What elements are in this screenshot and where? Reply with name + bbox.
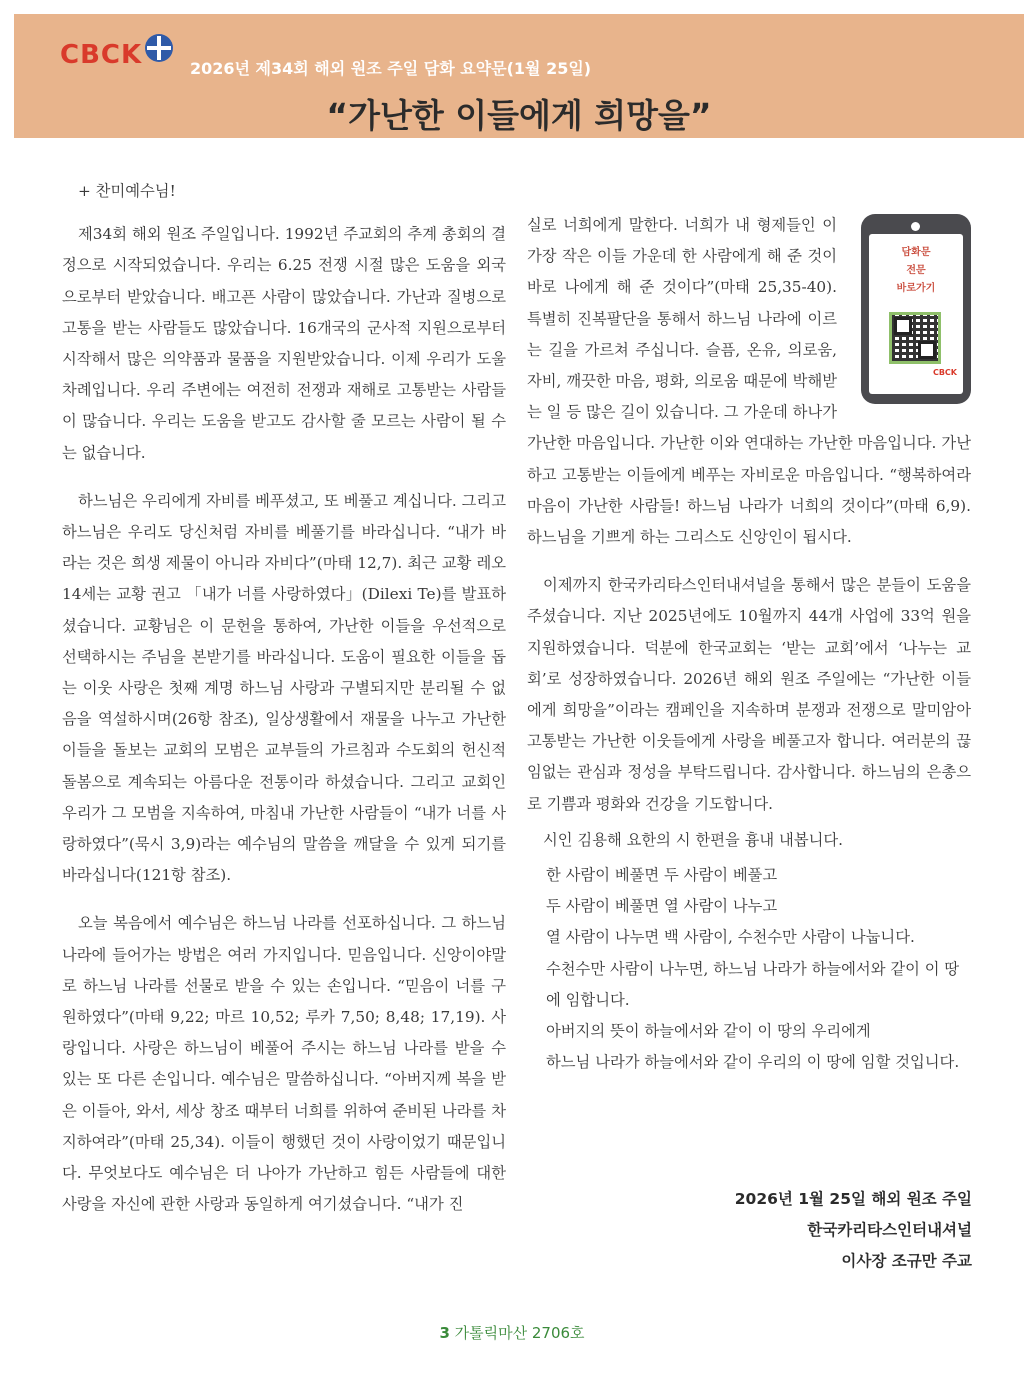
left-column: [62, 176, 506, 1221]
signature-block: [735, 1184, 972, 1277]
page-number: 3: [439, 1324, 450, 1342]
greeting: + 찬미예수님!: [78, 182, 176, 200]
phone-logo: CBCK: [932, 367, 957, 377]
signature-name: 이사장 조규만 주교: [841, 1252, 972, 1270]
cbck-logo: [60, 40, 173, 70]
globe-cross-icon: [145, 34, 173, 62]
signature-date: 2026년 1월 25일 해외 원조 주일: [734, 1190, 972, 1208]
paragraph: 제34회 해외 원조 주일입니다. 1992년 주교회의 추계 총회의 결정으로 시작되었습니다. 우리는 6.25 전쟁 시절 많은 도움을 외국으로부터 받았습니다. 배고픈 사람이 많았습니다. 가난과 질병으로 고통을 받는 사람들도 많았습니다. 16개국의 군사적 지원으로부터 시작해서 많은 의약품과 물품을 지원받았습니다. 이제 우리가 도울 차례입니다. 우리 주변에는 여전히 전쟁과 재해로 고통받는 사람들이 많습니다. 우리는 도움을 받고도 감사할 줄 모르는 사람이 될 수는 없습니다.: [62, 225, 506, 462]
page-footer: [0, 1322, 1024, 1343]
phone-screen: [869, 234, 963, 394]
qr-phone-card[interactable]: [861, 214, 971, 404]
signature-org: 한국카리타스인터내셔널: [807, 1221, 972, 1239]
header-subtitle: 2026년 제34회 해외 원조 주일 담화 요약문(1월 25일): [190, 59, 592, 78]
poem: [527, 860, 971, 1078]
page-title: “가난한 이들에게 희망을”: [326, 96, 712, 135]
right-column: [527, 210, 971, 1078]
poem-intro: 시인 김용해 요한의 시 한편을 흉내 내봅니다.: [543, 830, 844, 849]
paragraph: 하느님은 우리에게 자비를 베푸셨고, 또 베풀고 계십니다. 그리고 하느님은 우리도 당신처럼 자비를 베풀기를 바라십니다. “내가 바라는 것은 희생 제물이 아니라 자비다”(마태 12,7). 최근 교황 레오 14세는 교황 권고 「내가 너를 사랑하였다」(Dilexi Te)를 발표하셨습니다. 교황님은 이 문헌을 통하여, 가난한 이들을 우선적으로 선택하시는 주님을 본받기를 바라십니다. 도움이 필요한 이들을 돕는 이웃 사랑은 첫째 계명 하느님 사랑과 구별되지만 분리될 수 없음을 역설하시며(26항 참조), 일상생활에서 재물을 나누고 가난한 이들을 돌보는 교회의 모범은 교부들의 가르침과 수도회의 헌신적 돌봄으로 계속되는 아름다운 전통이라 하셨습니다. 그리고 교회인 우리가 그 모범을 지속하여, 마침내 가난한 사람들이 “내가 너를 사랑하였다”(묵시 3,9)라는 예수님의 말씀을 깨달을 수 있게 되기를 바라십니다(121항 참조).: [62, 491, 506, 885]
paragraph: 이제까지 한국카리타스인터내셔널을 통해서 많은 분들이 도움을 주셨습니다. 지난 2025년에도 10월까지 44개 사업에 33억 원을 지원하였습니다. 덕분에 한국교회는 ‘받는 교회’에서 ‘나누는 교회’로 성장하였습니다. 2026년 해외 원조 주일에는 “가난한 이들에게 희망을”이라는 캠페인을 지속하며 분쟁과 전쟁으로 말미암아 고통받는 가난한 이웃들에게 사랑을 베풀고자 합니다. 여러분의 끊임없는 관심과 정성을 부탁드립니다. 감사합니다. 하느님의 은총으로 기쁨과 평화와 건강을 기도합니다.: [527, 576, 971, 813]
poem-line: 하느님 나라가 하늘에서와 같이 우리의 이 땅에 임할 것입니다.: [546, 1053, 960, 1072]
poem-line: 아버지의 뜻이 하늘에서와 같이 이 땅의 우리에게: [546, 1022, 871, 1041]
poem-line: 두 사람이 베풀면 열 사람이 나누고: [546, 897, 778, 916]
paragraph: 실로 너희에게 말한다. 너희가 내 형제들인 이 가장 작은 이들 가운데 한 사람에게 해 준 것이 바로 나에게 해 준 것이다”(마태 25,35-40). 특별히 진복팔단을 통해서 하느님 나라에 이르는 길을 가르쳐 주십니다. 슬픔, 온유, 의로움, 자비, 깨끗한 마음, 평화, 의로움 때문에 박해받는 일 등 많은 길이 있습니다. 그 가운데 하나가 가난한 마음입니다. 가난한 이와 연대하는 가난한 마음입니다. 가난하고 고통받는 이들에게 베푸는 자비로운 마음입니다. “행복하여라 마음이 가난한 사람들! 하느님 나라가 너희의 것이다”(마태 6,9). 하느님을 기쁘게 하는 그리스도 신앙인이 됩시다.: [527, 216, 971, 547]
poem-line: 열 사람이 나누면 백 사람이, 수천수만 사람이 나눕니다.: [546, 928, 915, 947]
poem-line: 수천수만 사람이 나누면, 하느님 나라가 하늘에서와 같이 이 땅에 임합니다.: [546, 959, 960, 1009]
logo-text: CBCK: [60, 40, 143, 70]
phone-camera-icon: [911, 222, 920, 231]
header-banner: [14, 14, 1024, 138]
poem-line: 한 사람이 베풀면 두 사람이 베풀고: [546, 866, 778, 885]
full-text-link-label: 담화문 전문 바로가기: [896, 247, 936, 294]
paragraph: 오늘 복음에서 예수님은 하느님 나라를 선포하십니다. 그 하느님 나라에 들어가는 방법은 여러 가지입니다. 믿음입니다. 신앙이야말로 하느님 나라를 선물로 받을 수 있는 손입니다. “믿음이 너를 구원하였다”(마태 9,22; 마르 10,52; 루카 7,50; 8,48; 17,19). 사랑입니다. 사랑은 하느님이 베풀어 주시는 하느님 나라를 받을 수 있는 또 다른 손입니다. 예수님은 말씀하십니다. “아버지께 복을 받은 이들아, 와서, 세상 창조 때부터 너희를 위하여 준비된 나라를 차지하여라”(마태 25,34). 이들이 행했던 것이 사랑이었기 때문입니다. 무엇보다도 예수님은 더 나아가 가난하고 힘든 사람들에 대한 사랑을 자신에 관한 사랑과 동일하게 여기셨습니다. “내가 진: [62, 914, 506, 1214]
publication-name: 가톨릭마산 2706호: [454, 1324, 585, 1342]
